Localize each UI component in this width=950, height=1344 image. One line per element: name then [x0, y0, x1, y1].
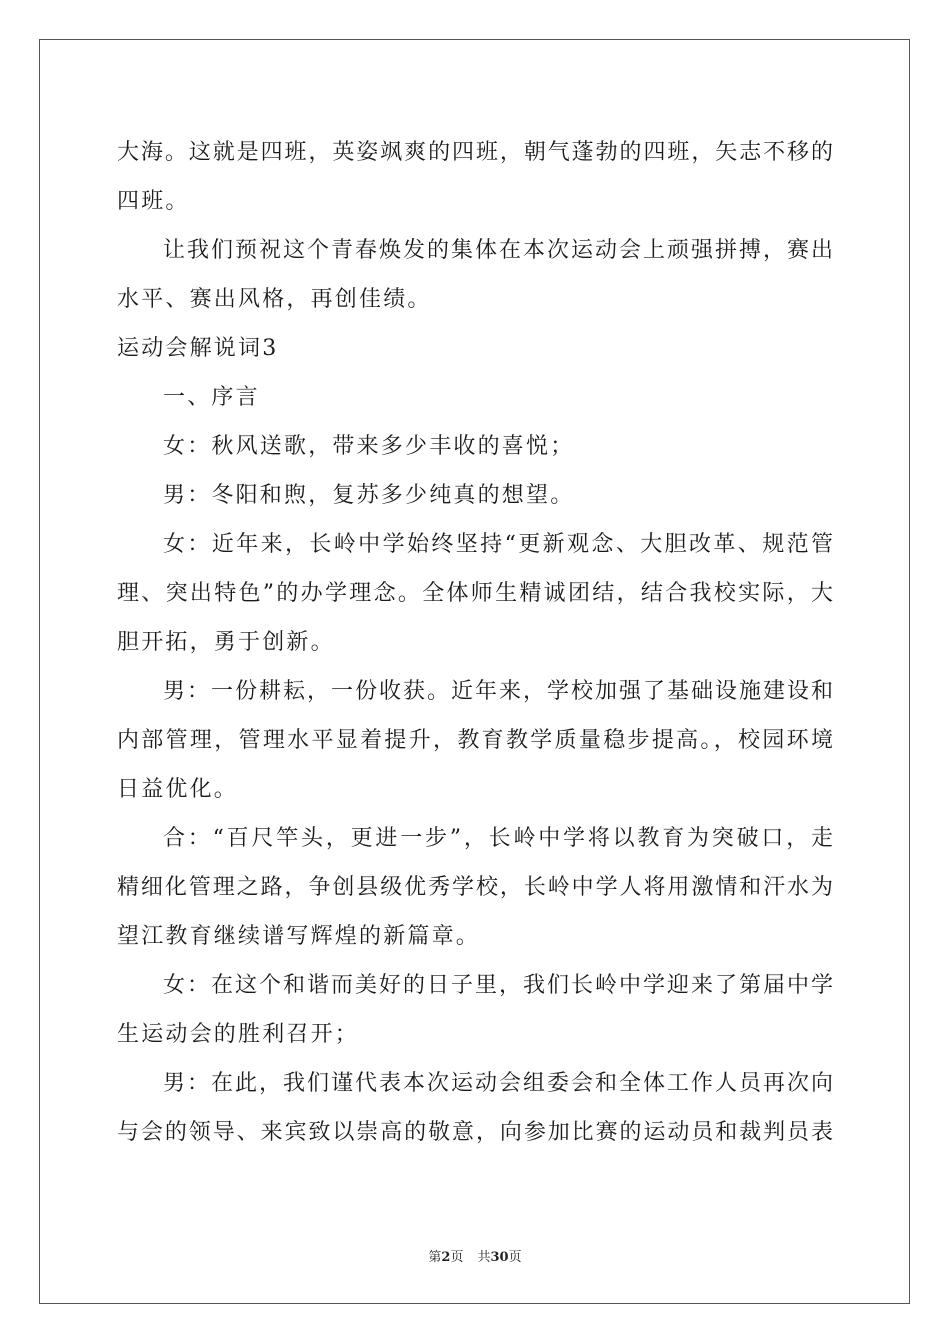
line-text: 男：冬阳和煦，复苏多少纯真的想望。 — [163, 483, 575, 508]
line-text: 合：“百尺竿头，更进一步”，长岭中学将以教育为突破口，走 — [163, 826, 833, 851]
text-line — [117, 1010, 833, 1059]
heading-text: 运动会解说词3 — [117, 336, 279, 361]
line-text: 男：在此，我们谨代表本次运动会组委会和全体工作人员再次向 — [163, 1071, 833, 1096]
page-suffix: 页 — [450, 1250, 464, 1265]
text-line — [117, 275, 833, 324]
text-line — [117, 471, 833, 520]
text-line — [117, 128, 833, 177]
line-text: 生运动会的胜利召开； — [117, 1022, 360, 1047]
line-text: 一、序言 — [163, 385, 260, 410]
line-text: 日益优化。 — [117, 777, 239, 802]
text-line — [117, 373, 833, 422]
text-line — [117, 961, 833, 1010]
text-line — [117, 716, 833, 765]
line-text: 胆开拓，勇于创新。 — [117, 630, 335, 655]
section-heading — [117, 324, 833, 373]
line-text: 女：近年来，长岭中学始终坚持“更新观念、大胆改革、规范管 — [163, 532, 833, 557]
text-line — [117, 177, 833, 226]
line-text: 男：一份耕耘，一份收获。近年来，学校加强了基础设施建设和 — [163, 679, 833, 704]
text-line — [117, 520, 833, 569]
text-line — [117, 765, 833, 814]
text-line — [117, 618, 833, 667]
text-line — [117, 667, 833, 716]
page-prefix: 第 — [428, 1250, 442, 1265]
text-line — [117, 1059, 833, 1108]
text-line — [117, 226, 833, 275]
total-suffix: 页 — [508, 1250, 522, 1265]
line-text: 四班。 — [117, 189, 190, 214]
page-number: 2 — [441, 1250, 451, 1265]
total-prefix: 共 — [477, 1250, 491, 1265]
line-text: 内部管理，管理水平显着提升，教育教学质量稳步提高。，校园环境 — [117, 728, 833, 753]
line-text: 女：在这个和谐而美好的日子里，我们长岭中学迎来了第届中学 — [163, 973, 833, 998]
line-text: 望江教育继续谱写辉煌的新篇章。 — [117, 924, 481, 949]
page-footer — [0, 1246, 950, 1265]
line-text: 女：秋风送歌，带来多少丰收的喜悦； — [163, 434, 575, 459]
document-body — [117, 128, 833, 1157]
line-text: 大海。这就是四班，英姿飒爽的四班，朝气蓬勃的四班，矢志不移的 — [117, 140, 833, 165]
line-text: 精细化管理之路，争创县级优秀学校，长岭中学人将用激情和汗水为 — [117, 875, 833, 900]
text-line — [117, 814, 833, 863]
text-line — [117, 422, 833, 471]
line-text: 理、突出特色”的办学理念。全体师生精诚团结，结合我校实际，大 — [117, 581, 833, 606]
line-text: 与会的领导、来宾致以崇高的敬意，向参加比赛的运动员和裁判员表 — [117, 1120, 833, 1145]
line-text: 让我们预祝这个青春焕发的集体在本次运动会上顽强拼搏，赛出 — [163, 238, 833, 263]
text-line — [117, 863, 833, 912]
text-line — [117, 569, 833, 618]
total-pages: 30 — [490, 1250, 509, 1265]
text-line — [117, 912, 833, 961]
text-line — [117, 1108, 833, 1157]
line-text: 水平、赛出风格，再创佳绩。 — [117, 287, 432, 312]
